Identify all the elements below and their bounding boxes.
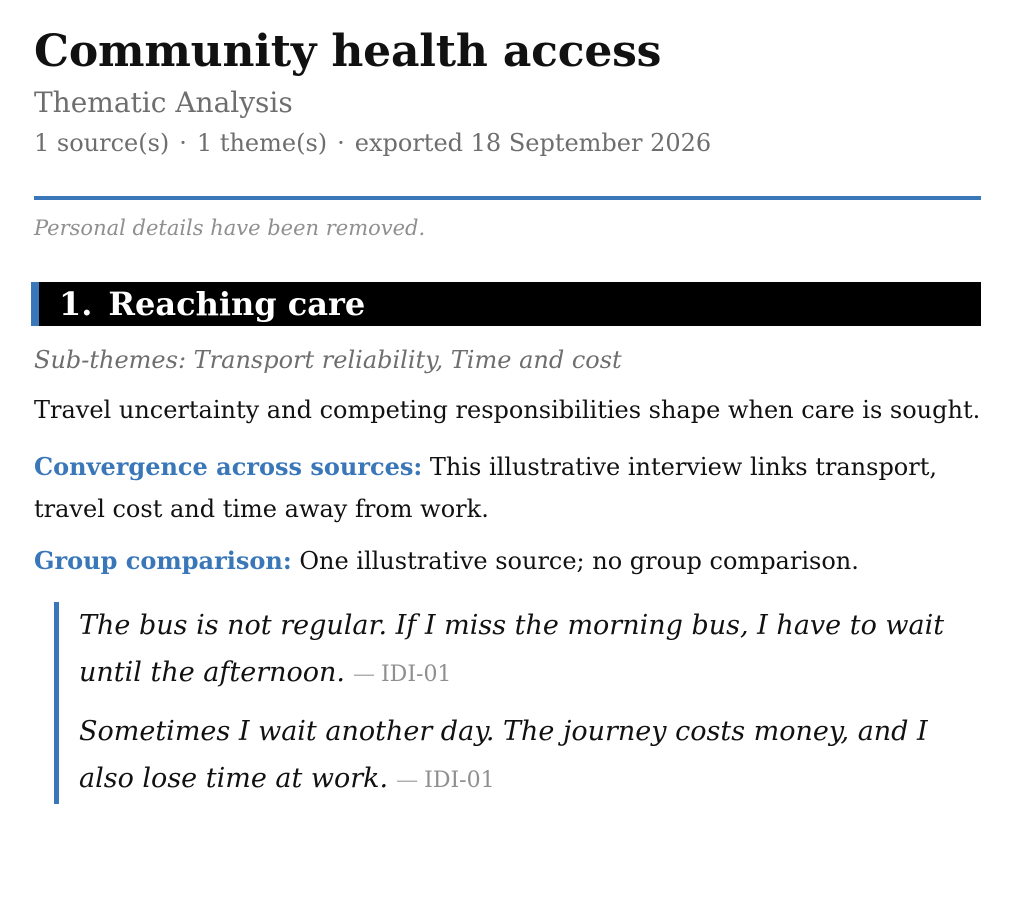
document-subtitle: Thematic Analysis — [34, 86, 293, 119]
convergence-text: This illustrative interview links transport, travel cost and time away from work. — [34, 453, 937, 523]
quote-dash: — — [352, 662, 375, 687]
quote-item — [79, 708, 959, 804]
comparison-text: One illustrative source; no group comparison. — [299, 547, 859, 575]
quote-source: IDI-01 — [380, 662, 452, 687]
theme-heading — [31, 282, 981, 326]
privacy-note: Personal details have been removed. — [34, 216, 426, 240]
theme-number: 1. — [59, 285, 93, 323]
document-meta — [34, 128, 981, 158]
comparison-label: Group comparison: — [34, 546, 292, 575]
quote-text: Sometimes I wait another day. The journey costs money, and I also lose time at work. — [79, 716, 928, 794]
meta-separator: · — [179, 129, 187, 157]
theme-summary: Travel uncertainty and competing responsibilities shape when care is sought. — [34, 396, 981, 424]
comparison-paragraph — [34, 540, 984, 582]
document-title: Community health access — [34, 26, 662, 77]
convergence-paragraph — [34, 446, 984, 530]
quote-source: IDI-01 — [424, 768, 495, 793]
subthemes-line: Sub-themes: Transport reliability, Time and cost — [34, 346, 622, 374]
convergence-label: Convergence across sources: — [34, 452, 423, 481]
header-divider — [34, 196, 981, 200]
theme-title: Reaching care — [108, 285, 366, 323]
export-date: exported 18 September 2026 — [354, 129, 712, 157]
quote-dash: — — [396, 768, 419, 793]
source-count: 1 source(s) — [34, 129, 170, 157]
meta-separator: · — [337, 129, 345, 157]
quote-text: The bus is not regular. If I miss the morning bus, I have to wait until the afternoon. — [79, 610, 945, 688]
theme-section — [34, 282, 981, 804]
quote-item — [79, 602, 959, 698]
theme-count: 1 theme(s) — [196, 129, 328, 157]
quote-block — [54, 602, 959, 804]
